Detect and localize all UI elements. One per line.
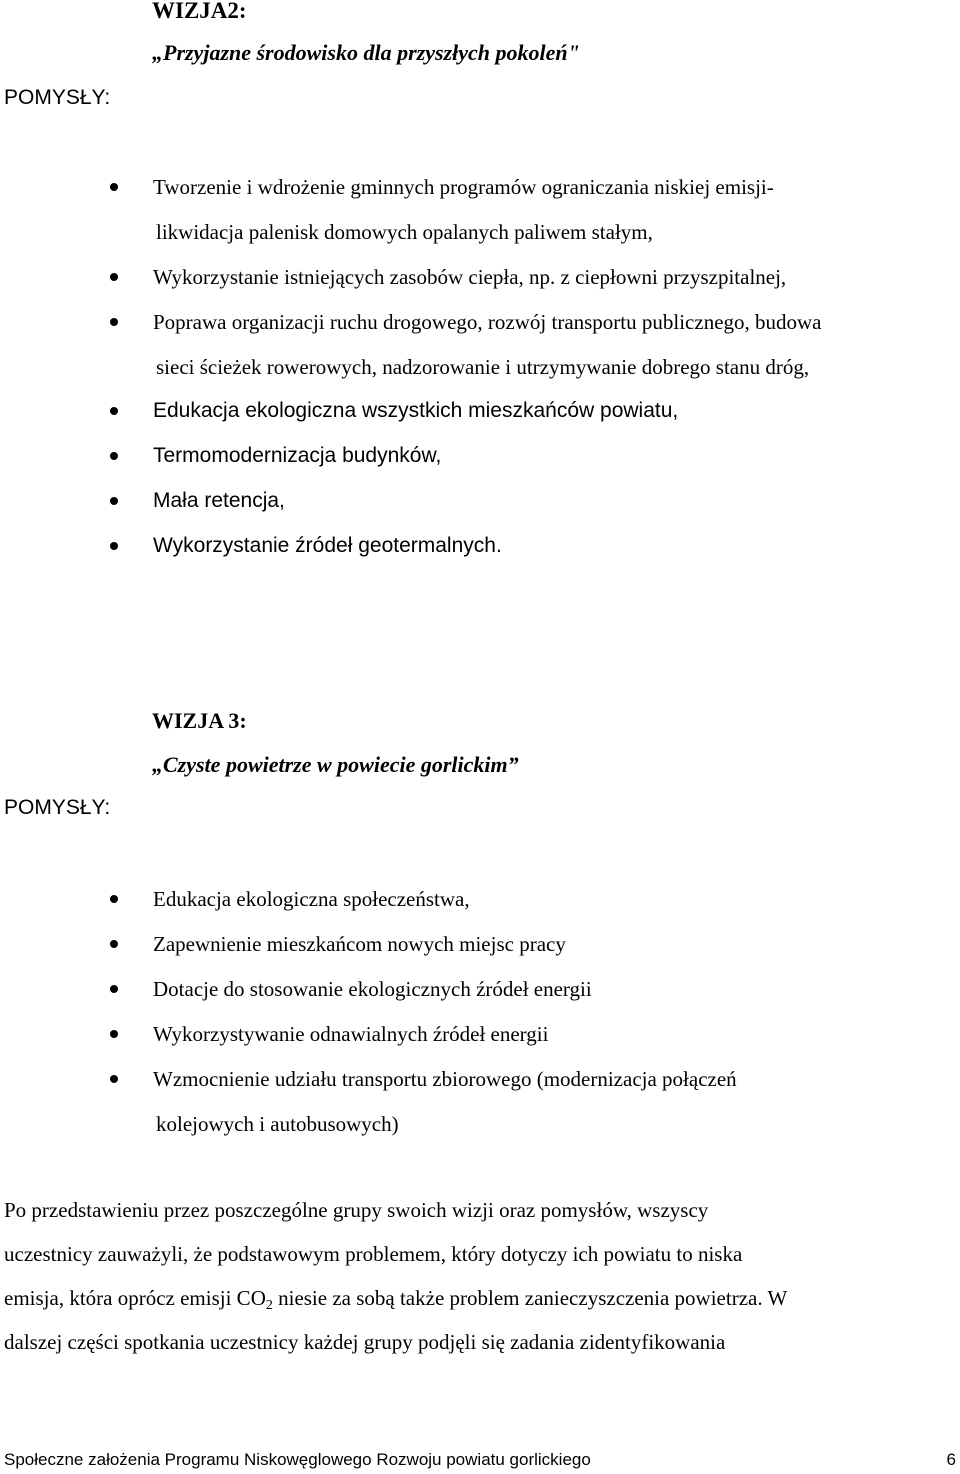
summary-line: uczestnicy zauważyli, że podstawowym problemem, który dotyczy ich powiatu to niska (4, 1242, 743, 1266)
bullet-icon (110, 407, 118, 415)
footer-title: Społeczne założenia Programu Niskowęglowego Rozwoju powiatu gorlickiego (4, 1450, 591, 1469)
vision3-subtitle: „Czyste powietrze w powiecie gorlickim” (152, 752, 519, 777)
list-item-text: Edukacja ekologiczna wszystkich mieszkańców powiatu, (153, 399, 679, 422)
bullet-icon (110, 542, 118, 550)
list-item-text: Poprawa organizacji ruchu drogowego, rozwój transportu publicznego, budowa (153, 310, 822, 334)
list-item (0, 262, 960, 292)
list-item (0, 531, 960, 561)
list-item (0, 307, 960, 379)
list-item (0, 172, 960, 244)
bullet-icon (110, 183, 118, 191)
bullet-icon (110, 273, 118, 281)
vision2-subtitle: „Przyjazne środowisko dla przyszłych pokoleń" (152, 40, 580, 65)
list-item-text: Termomodernizacja budynków, (153, 444, 442, 467)
summary-line: Po przedstawieniu przez poszczególne grupy swoich wizji oraz pomysłów, wszyscy (4, 1198, 709, 1222)
list-item (0, 1064, 960, 1136)
list-item (0, 884, 960, 914)
bullet-icon (110, 895, 118, 903)
page-footer (4, 1450, 956, 1470)
vision2-ideas-label: POMYSŁY: (4, 86, 111, 109)
vision2-heading: WIZJA2: (152, 0, 247, 23)
list-item-text: Zapewnienie mieszkańcom nowych miejsc pracy (153, 932, 566, 956)
list-item-text: Wykorzystanie istniejących zasobów ciepła, np. z ciepłowni przyszpitalnej, (153, 265, 787, 289)
list-item (0, 441, 960, 471)
list-item (0, 974, 960, 1004)
list-item-text: kolejowych i autobusowych) (156, 1112, 399, 1136)
bullet-icon (110, 940, 118, 948)
list-item-text: Wykorzystywanie odnawialnych źródeł energii (153, 1022, 549, 1046)
list-item-text: Wykorzystanie źródeł geotermalnych. (153, 534, 502, 557)
bullet-icon (110, 318, 118, 326)
list-item (0, 929, 960, 959)
bullet-icon (110, 985, 118, 993)
list-item (0, 486, 960, 516)
bullet-icon (110, 1075, 118, 1083)
summary-line: emisja, która oprócz emisji $CO_2$ niesie za sobą także problem zanieczyszczenia powietrza. W (4, 1286, 788, 1313)
list-item (0, 396, 960, 426)
co2-subscript: 2 (265, 1298, 273, 1313)
bullet-icon (110, 1030, 118, 1038)
list-item-text: Wzmocnienie udziału transportu zbiorowego (modernizacja połączeń (153, 1067, 737, 1091)
vision3-ideas-label: POMYSŁY: (4, 796, 111, 819)
vision3-heading: WIZJA 3: (152, 708, 247, 733)
bullet-icon (110, 497, 118, 505)
list-item-text: sieci ścieżek rowerowych, nadzorowanie i utrzymywanie dobrego stanu dróg, (156, 355, 810, 379)
list-item-text: Tworzenie i wdrożenie gminnych programów ograniczania niskiej emisji- (153, 175, 774, 199)
summary-line: dalszej części spotkania uczestnicy każdej grupy podjęli się zadania zidentyfikowania (4, 1330, 726, 1354)
list-item-text: Mała retencja, (153, 489, 285, 512)
bullet-icon (110, 452, 118, 460)
list-item-text: Dotacje do stosowanie ekologicznych źródeł energii (153, 977, 592, 1001)
list-item (0, 1019, 960, 1049)
list-item-text: likwidacja palenisk domowych opalanych paliwem stałym, (156, 220, 653, 244)
list-item-text: Edukacja ekologiczna społeczeństwa, (153, 887, 470, 911)
page-number: 6 (946, 1450, 956, 1469)
